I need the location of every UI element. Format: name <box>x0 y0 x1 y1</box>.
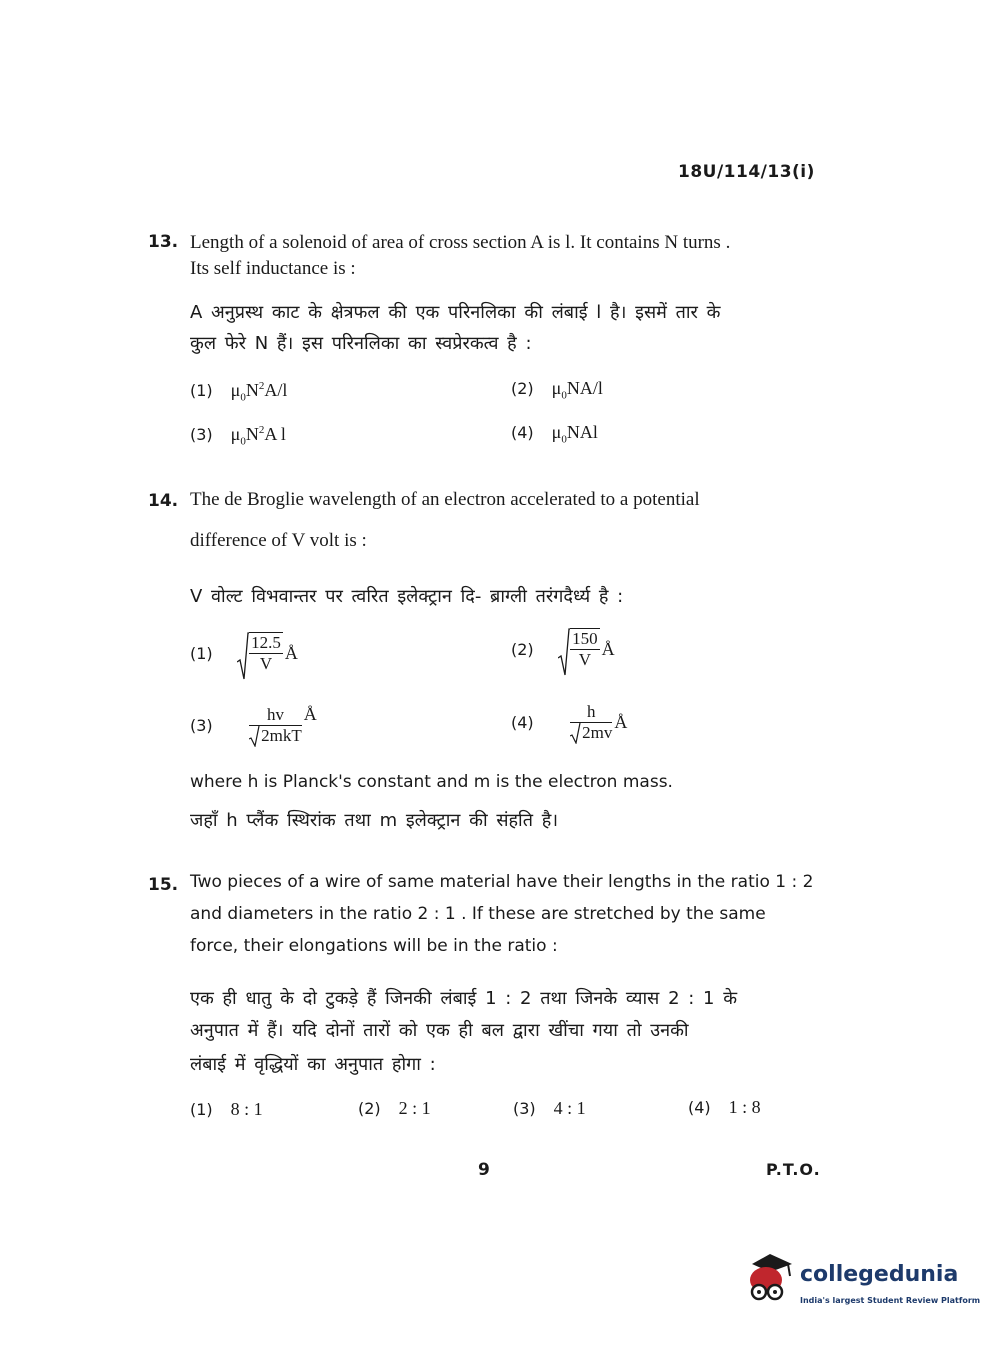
expr-rest: A l <box>264 424 286 444</box>
option-number: (1) <box>190 381 213 400</box>
fraction <box>249 705 302 746</box>
subscript: 0 <box>561 389 567 402</box>
q13-hindi-line-2: कुल फेरे N हैं। इस परिनलिका का स्वप्रेरकत्व है : <box>190 333 532 354</box>
q15-hindi-line-1: एक ही धातु के दो टुकड़े हैं जिनकी लंबाई 1 : 2 तथा जिनके व्यास 2 : 1 के <box>190 988 738 1009</box>
option-number: (3) <box>190 425 213 444</box>
denominator: V <box>578 650 592 669</box>
expr-rest: NA/l <box>566 378 603 398</box>
sqrt-sign-icon <box>570 723 581 744</box>
q14-note-hindi: जहाँ h प्लैंक स्थिरांक तथा m इलेक्ट्रान की संहति है। <box>190 810 559 831</box>
option-number: (1) <box>190 1100 213 1119</box>
q14-option-2 <box>511 628 615 670</box>
angstrom-unit: Å <box>284 642 298 663</box>
option-number: (4) <box>511 423 534 442</box>
q14-english-line-2: difference of V volt is : <box>190 530 367 551</box>
q14-english-line-1: The de Broglie wavelength of an electron accelerated to a potential <box>190 489 700 510</box>
sqrt-sign-icon <box>249 726 260 747</box>
denominator-with-root <box>249 725 302 746</box>
sqrt-sign-icon <box>558 628 570 676</box>
option-number: (3) <box>513 1099 536 1118</box>
angstrom-unit: Å <box>303 704 317 724</box>
q14-option-1 <box>190 632 298 674</box>
brand-name: collegedunia <box>800 1262 959 1287</box>
q14-hindi-line-1: V वोल्ट विभवान्तर पर त्वरित इलेक्ट्रान दि- ब्राग्ली तरंगदैर्ध्य है : <box>190 586 624 607</box>
q15-english-line-3: force, their elongations will be in the ratio : <box>190 936 558 956</box>
option-number: (4) <box>688 1098 711 1117</box>
brand-tagline: India's largest Student Review Platform <box>800 1296 981 1305</box>
expr-rest: A/l <box>264 380 288 400</box>
subscript: 0 <box>240 435 246 448</box>
q15-option-1 <box>190 1099 263 1120</box>
q15-option-3 <box>513 1098 586 1119</box>
q13-option-4 <box>511 422 598 446</box>
angstrom-unit: Å <box>601 638 615 659</box>
question-15-number: 15. <box>148 875 179 895</box>
q14-option-3 <box>190 704 317 746</box>
sqrt-expression <box>556 628 600 670</box>
expr-rest: NAl <box>566 422 598 442</box>
q13-option-1 <box>190 380 287 404</box>
denominator: 2mv <box>582 723 613 742</box>
denominator: 2mkT <box>261 726 302 746</box>
angstrom-unit: Å <box>614 712 628 732</box>
option-number: (2) <box>511 639 534 659</box>
collegedunia-logo <box>742 1250 981 1310</box>
subscript: 0 <box>561 433 567 446</box>
option-text: 4 : 1 <box>553 1098 586 1118</box>
n-term: N <box>245 424 259 444</box>
question-14-number: 14. <box>148 491 179 511</box>
q15-hindi-line-3: लंबाई में वृद्धियों का अनुपात होगा : <box>190 1054 436 1075</box>
numerator: h <box>587 702 596 721</box>
mu-symbol: μ <box>551 422 562 442</box>
numerator: 12.5 <box>251 633 281 652</box>
option-number: (4) <box>511 713 534 732</box>
q15-english-line-1: Two pieces of a wire of same material have their lengths in the ratio 1 : 2 <box>190 872 814 892</box>
option-number: (2) <box>511 379 534 398</box>
superscript: 2 <box>258 424 265 436</box>
option-number: (3) <box>190 716 213 736</box>
denominator-with-root <box>570 722 612 743</box>
numerator: 150 <box>572 629 598 648</box>
sqrt-expression <box>235 632 283 674</box>
mu-symbol: μ <box>551 378 562 398</box>
n-term: N <box>245 380 259 400</box>
mu-symbol: μ <box>230 380 241 400</box>
option-text: 2 : 1 <box>398 1098 431 1118</box>
option-number: (1) <box>190 643 213 663</box>
q14-option-4 <box>511 702 627 743</box>
q13-hindi-line-1: A अनुप्रस्थ काट के क्षेत्रफल की एक परिनलिका की लंबाई l है। इसमें तार के <box>190 302 721 323</box>
q15-option-4 <box>688 1097 761 1118</box>
q15-english-line-2: and diameters in the ratio 2 : 1 . If these are stretched by the same <box>190 904 766 924</box>
subscript: 0 <box>240 391 246 404</box>
sqrt-sign-icon <box>237 632 249 680</box>
q15-option-2 <box>358 1098 431 1119</box>
student-mascot-icon <box>742 1250 798 1310</box>
superscript: 2 <box>258 380 265 392</box>
q13-option-2 <box>511 378 603 402</box>
question-13-number: 13. <box>148 232 179 252</box>
numerator: hv <box>266 705 284 725</box>
q13-english-line-2: Its self inductance is : <box>190 258 356 279</box>
denominator: V <box>259 654 273 673</box>
option-text: 8 : 1 <box>230 1099 263 1119</box>
q15-hindi-line-2: अनुपात में हैं। यदि दोनों तारों को एक ही बल द्वारा खींचा गया तो उनकी <box>190 1020 689 1041</box>
q14-note-english: where h is Planck's constant and m is the electron mass. <box>190 772 673 792</box>
mu-symbol: μ <box>230 424 241 444</box>
q13-option-3 <box>190 424 286 448</box>
page-number: 9 <box>478 1160 490 1180</box>
pto-label: P.T.O. <box>766 1160 821 1179</box>
fraction <box>570 702 612 743</box>
option-text: 1 : 8 <box>728 1097 761 1117</box>
paper-code: 18U/114/13(i) <box>678 162 815 182</box>
option-number: (2) <box>358 1099 381 1118</box>
q13-english-line-1: Length of a solenoid of area of cross section A is l. It contains N turns . <box>190 232 731 253</box>
